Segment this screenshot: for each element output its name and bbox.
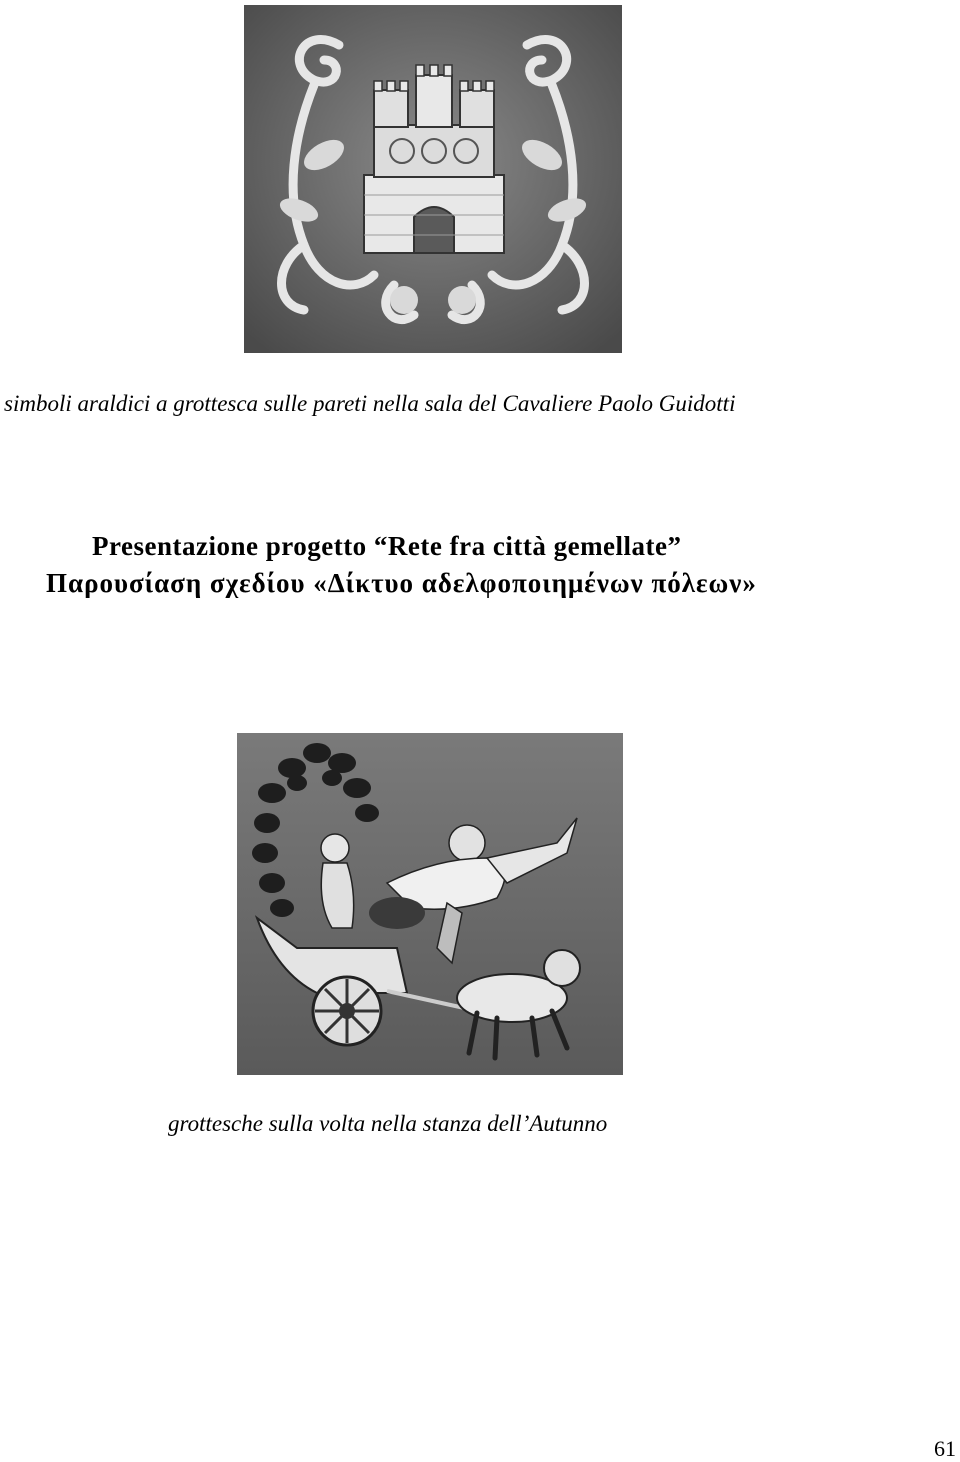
page-number: 61 (934, 1436, 956, 1461)
figure-caption-chariot: grottesche sulla volta nella stanza dell’Autunno (168, 1111, 608, 1136)
chariot-image (237, 733, 623, 1075)
heading-greek: Παρουσίαση σχεδίου «Δίκτυο αδελφοποιημένων πόλεων» (46, 568, 757, 598)
chariot-illustration (237, 733, 623, 1075)
heading-italian: Presentazione progetto “Rete fra città gemellate” (92, 531, 682, 561)
castle-emblem (364, 65, 504, 253)
figure-caption-coat-of-arms: simboli araldici a grottesca sulle pareti nella sala del Cavaliere Paolo Guidotti (4, 391, 736, 416)
coat-of-arms-illustration (244, 5, 622, 353)
putto-figure (321, 834, 354, 928)
coat-of-arms-image (244, 5, 622, 353)
